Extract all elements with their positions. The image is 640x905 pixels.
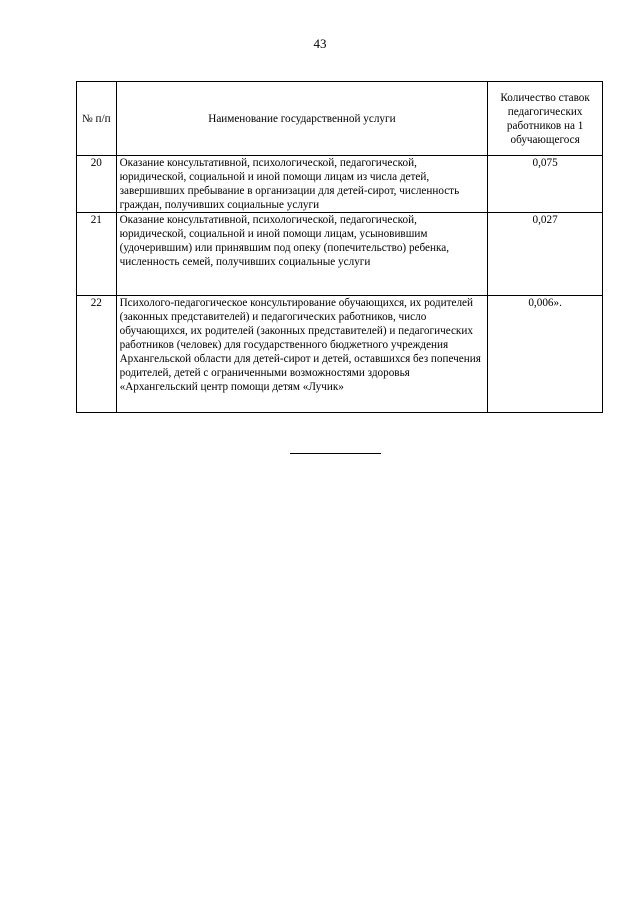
row-staff-rate: 0,075 xyxy=(488,156,603,213)
table-row xyxy=(77,156,603,213)
header-staff-rate: Количество ставок педагогических работников на 1 обучающегося xyxy=(488,82,603,156)
services-table xyxy=(76,81,603,413)
header-number: № п/п xyxy=(77,82,117,156)
header-service-name: Наименование государственной услуги xyxy=(116,82,488,156)
end-divider-line xyxy=(290,453,381,454)
table-header-row xyxy=(77,82,603,156)
table-row xyxy=(77,296,603,413)
row-service-name: Психолого-педагогическое консультирование обучающихся, их родителей (законных представителей) и педагогических работников, число обучающихся, их родителей (законных представителей) и педагогических работников (человек) для государственного бюджетного учреждения Архангельской области для детей-сирот и детей, оставшихся без попечения родителей, детей с ограниченными возможностями здоровья «Архангельский центр помощи детям «Лучик» xyxy=(116,296,488,413)
row-service-name: Оказание консультативной, психологической, педагогической, юридической, социальной и иной помощи лицам, усыновившим (удочерившим) или принявшим под опеку (попечительство) ребенка, численность семей, получивших социальные услуги xyxy=(116,213,488,296)
page-number: 43 xyxy=(313,36,327,51)
row-number: 22 xyxy=(77,296,117,413)
row-number: 21 xyxy=(77,213,117,296)
row-number: 20 xyxy=(77,156,117,213)
row-service-name: Оказание консультативной, психологической, педагогической, юридической, социальной и иной помощи лицам из числа детей, завершивших пребывание в организации для детей-сирот, численность граждан, получивших социальные услуги xyxy=(116,156,488,213)
row-staff-rate: 0,027 xyxy=(488,213,603,296)
row-staff-rate: 0,006». xyxy=(488,296,603,413)
table-row xyxy=(77,213,603,296)
